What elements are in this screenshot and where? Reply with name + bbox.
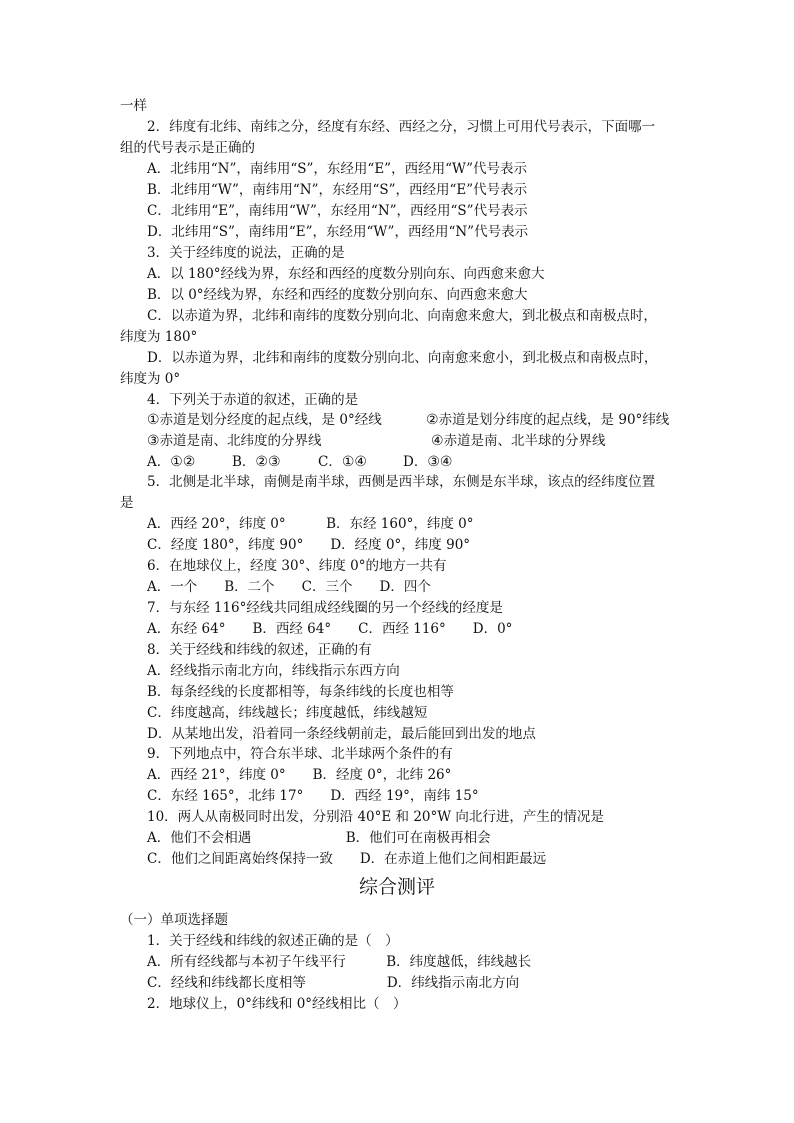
q4-option-b (232, 452, 281, 472)
option-combo: ③④ (427, 454, 453, 470)
option-line: C．北纬用“E”，南纬用“W”，东经用“N”，西经用“S”代号表示 (147, 203, 528, 219)
q4-statement-1 (147, 410, 382, 430)
question-4-stem: 4．下列关于赤道的叙述，正确的是 (147, 392, 359, 408)
option-line: A．西经 21°，纬度 0° B．经度 0°，北纬 26° (147, 767, 452, 783)
question-2-stem: 2．纬度有北纬、南纬之分，经度有东经、西经之分，习惯上可用代号表示，下面哪一 (147, 119, 656, 135)
q4-statement-3-text: 赤道是南、北纬度的分界线 (159, 433, 322, 449)
question-9-stem: 9．下列地点中，符合东半球、北半球两个条件的有 (147, 746, 453, 762)
option-combo: ②③ (255, 454, 281, 470)
circled-number-3: ③ (147, 433, 160, 449)
question-5-stem: 5．北侧是北半球，南侧是南半球，西侧是西半球，东侧是东半球，该点的经纬度位置 (147, 474, 656, 490)
text-line: 纬度为 180° (120, 329, 198, 345)
q4-statement-4-text: 赤道是南、北半球的分界线 (443, 433, 606, 449)
option-combo: ①④ (341, 454, 367, 470)
circled-number-1: ① (147, 412, 160, 428)
option-line: B．以 0°经线为界，东经和西经的度数分别向东、向西愈来愈大 (147, 287, 528, 303)
option-line: C．东经 165°，北纬 17° D．西经 19°，南纬 15° (147, 788, 479, 804)
question-7-stem: 7．与东经 116°经线共同组成经线圈的另一个经线的经度是 (147, 600, 503, 616)
subsection-heading: （一）单项选择题 (120, 912, 228, 928)
option-line: A．西经 20°，纬度 0° B．东经 160°，纬度 0° (147, 516, 474, 532)
text-line: 是 (120, 495, 134, 511)
option-line: A．北纬用“N”，南纬用“S”，东经用“E”，西经用“W”代号表示 (147, 161, 528, 177)
option-line: D．以赤道为界，北纬和南纬的度数分别向北、向南愈来愈小，到北极点和南极点时， (147, 350, 658, 366)
option-line: C．经线和纬线都长度相等 D．纬线指示南北方向 (147, 975, 520, 991)
option-letter: D． (403, 454, 428, 470)
option-line: B．每条经线的长度都相等，每条纬线的长度也相等 (147, 684, 454, 700)
question-2-stem: 2．地球仪上，0°纬线和 0°经线相比（ ） (147, 996, 407, 1012)
section-title: 综合测评 (358, 876, 435, 898)
circled-number-2: ② (426, 412, 439, 428)
text-line: 组的代号表示是正确的 (120, 140, 255, 156)
q4-statement-1-text: 赤道是划分经度的起点线，是 0°经线 (159, 412, 382, 428)
question-8-stem: 8．关于经线和纬线的叙述，正确的有 (147, 642, 372, 658)
option-line: A．以 180°经线为界，东经和西经的度数分别向东、向西愈来愈大 (147, 266, 545, 282)
text-line: 纬度为 0° (120, 371, 181, 387)
q4-statement-4 (431, 431, 606, 451)
q4-statement-3 (147, 431, 322, 451)
text-line: 一样 (120, 98, 147, 114)
q4-option-c (318, 452, 367, 472)
q4-statement-2 (426, 410, 669, 430)
option-line: A．东经 64° B．西经 64° C．西经 116° D．0° (147, 621, 513, 637)
option-letter: B． (232, 454, 256, 470)
option-line: D．北纬用“S”，南纬用“E”，东经用“W”，西经用“N”代号表示 (147, 224, 529, 240)
question-10-stem: 10．两人从南极同时出发，分别沿 40°E 和 20°W 向北行进，产生的情况是 (147, 809, 604, 825)
option-line: A．他们不会相遇 B．他们可在南极再相会 (147, 830, 491, 846)
option-letter: C． (318, 454, 342, 470)
question-6-stem: 6．在地球仪上，经度 30°、纬度 0°的地方一共有 (147, 558, 447, 574)
option-line: C．经度 180°，纬度 90° D．经度 0°，纬度 90° (147, 537, 471, 553)
option-line: A．一个 B．二个 C．三个 D．四个 (147, 579, 431, 595)
option-line: A．经线指示南北方向，纬线指示东西方向 (147, 663, 400, 679)
option-letter: A． (147, 454, 171, 470)
option-line: B．北纬用“W”，南纬用“N”，东经用“S”，西经用“E”代号表示 (147, 182, 528, 198)
q4-option-a (147, 452, 195, 472)
question-3-stem: 3．关于经纬度的说法，正确的是 (147, 245, 345, 261)
option-line: C．以赤道为界，北纬和南纬的度数分别向北、向南愈来愈大，到北极点和南极点时， (147, 308, 657, 324)
option-line: D．从某地出发，沿着同一条经线朝前走，最后能回到出发的地点 (147, 726, 536, 742)
option-line: C．纬度越高，纬线越长；纬度越低，纬线越短 (147, 705, 428, 721)
option-line: C．他们之间距离始终保持一致 D．在赤道上他们之间相距最远 (147, 851, 547, 867)
q4-statement-2-text: 赤道是划分纬度的起点线，是 90°纬线 (438, 412, 670, 428)
option-combo: ①② (170, 454, 196, 470)
circled-number-4: ④ (431, 433, 444, 449)
question-1-stem: 1．关于经线和纬线的叙述正确的是（ ） (147, 933, 399, 949)
q4-option-d (403, 452, 452, 472)
option-line: A．所有经线都与本初子午线平行 B．纬度越低，纬线越长 (147, 954, 532, 970)
